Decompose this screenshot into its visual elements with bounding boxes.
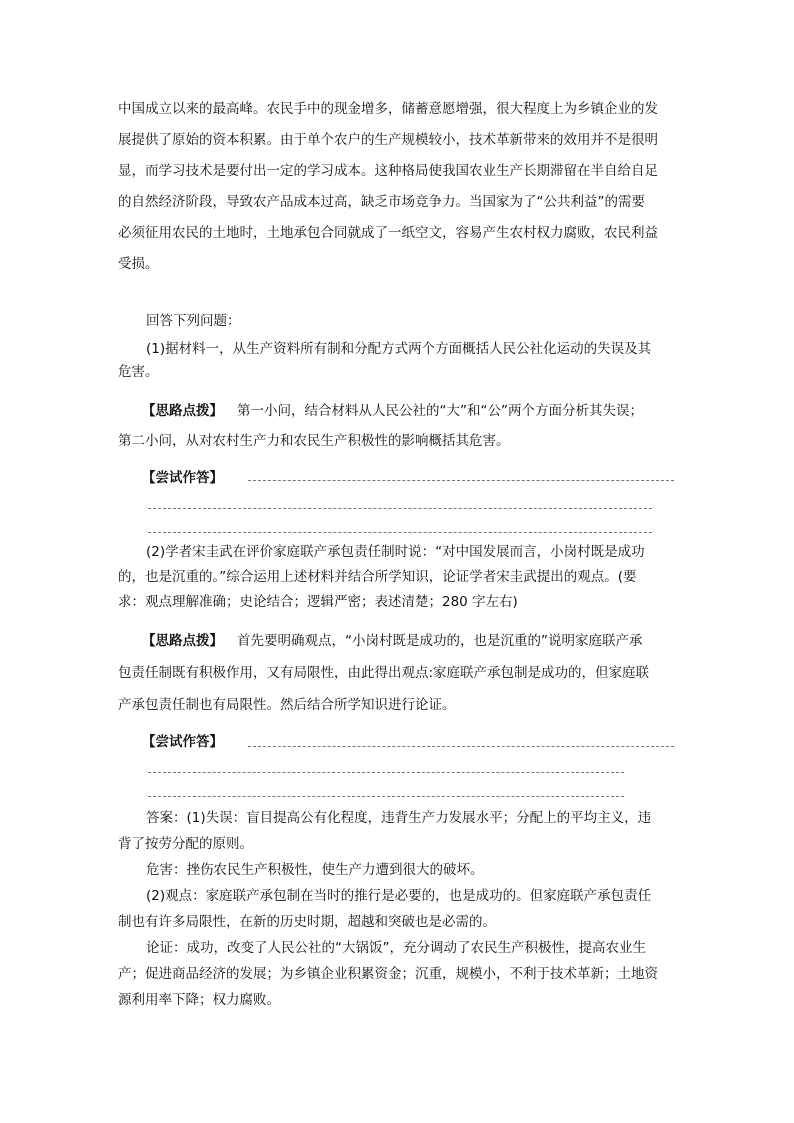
try-answer-label-1	[142, 466, 262, 486]
question-2	[118, 540, 676, 615]
question-1-line: 危害。	[118, 364, 159, 380]
answer-line: 危害：挫伤农民生产积极性，使生产力遭到很大的破坏。	[146, 862, 484, 878]
question-1	[118, 338, 676, 384]
answer-line: (2)观点：家庭联产承包制在当时的推行是必要的，也是成功的。但家庭联产承包责任	[146, 888, 652, 904]
material-paragraph	[118, 94, 676, 280]
try-answer-label-2	[142, 730, 262, 750]
answer-line-1a[interactable]	[248, 480, 674, 481]
answer-line: 答案：(1)失误：盲目提高公有化程度，违背生产力发展水平；分配上的平均主义，违	[146, 810, 652, 826]
text-line: 受损。	[118, 256, 159, 272]
text-line: 显，而学习技术是要付出一定的学习成本。这种格局使我国农业生产长期滞留在半自给自足	[118, 163, 658, 179]
question-2-line: 求：观点理解准确；史论结合；逻辑严密；表述清楚；280 字左右)	[118, 594, 518, 610]
answer-section	[118, 805, 676, 1013]
try-answer-tag: 【尝试作答】	[142, 470, 223, 486]
hint-line: 产承包责任制也有局限性。然后结合所学知识进行论证。	[118, 697, 456, 713]
text-line: 的自然经济阶段，导致农产品成本过高，缺乏市场竞争力。当国家为了“公共利益”的需要	[118, 194, 645, 210]
text-line: 必须征用农民的土地时，土地承包合同就成了一纸空文，容易产生农村权力腐败，农民利益	[118, 225, 658, 241]
hint-line	[118, 625, 676, 657]
question-2-line: (2)学者宋圭武在评价家庭联产承包责任制时说：“对中国发展而言，小岗村既是成功	[146, 544, 645, 560]
question-1-line: (1)据材料一，从生产资料所有制和分配方式两个方面概括人民公社化运动的失误及其	[146, 341, 652, 357]
answer-line: 制也有许多局限性，在新的历史时期，超越和突破也是必需的。	[118, 914, 496, 930]
question-prompt: 回答下列问题：	[146, 313, 241, 329]
text-line: 展提供了原始的资本积累。由于单个农户的生产规模较小，技术革新带来的效用并不是很明	[118, 132, 658, 148]
hint-line: 包责任制既有积极作用，又有局限性，由此得出观点:家庭联产承包制是成功的，但家庭联	[118, 665, 650, 681]
answer-line: 论证：成功，改变了人民公社的“大锅饭”，充分调动了农民生产积极性，提高农业生	[146, 940, 646, 956]
answer-line-1c[interactable]	[148, 532, 652, 533]
hint-text: 首先要明确观点，“小岗村既是成功的，也是沉重的”说明家庭联产承	[237, 633, 643, 649]
answer-line-1b[interactable]	[148, 508, 652, 509]
answer-line: 背了按劳分配的原则。	[118, 836, 253, 852]
hint-line	[118, 396, 676, 426]
question-2-hint	[118, 625, 676, 721]
hint-tag: 【思路点拨】	[142, 633, 223, 649]
answer-line: 产；促进商品经济的发展；为乡镇企业积累资金；沉重，规模小，不利于技术革新；土地资	[118, 966, 658, 982]
answer-line-2a[interactable]	[248, 746, 674, 747]
question-2-line: 的，也是沉重的。”综合运用上述材料并结合所学知识，论证学者宋圭武提出的观点。(要	[118, 569, 637, 585]
answer-line-2c[interactable]	[148, 796, 624, 797]
answer-line-2b[interactable]	[148, 772, 624, 773]
text-line: 中国成立以来的最高峰。农民手中的现金增多，储蓄意愿增强，很大程度上为乡镇企业的发	[118, 101, 658, 117]
hint-tag: 【思路点拨】	[142, 403, 223, 419]
answer-line: 源利用率下降；权力腐败。	[118, 992, 280, 1008]
try-answer-tag: 【尝试作答】	[142, 734, 223, 750]
hint-line: 第二小问，从对农村生产力和农民生产积极性的影响概括其危害。	[118, 433, 510, 449]
question-1-hint	[118, 396, 676, 456]
hint-text: 第一小问，结合材料从人民公社的“大”和“公”两个方面分析其失误；	[237, 403, 643, 419]
